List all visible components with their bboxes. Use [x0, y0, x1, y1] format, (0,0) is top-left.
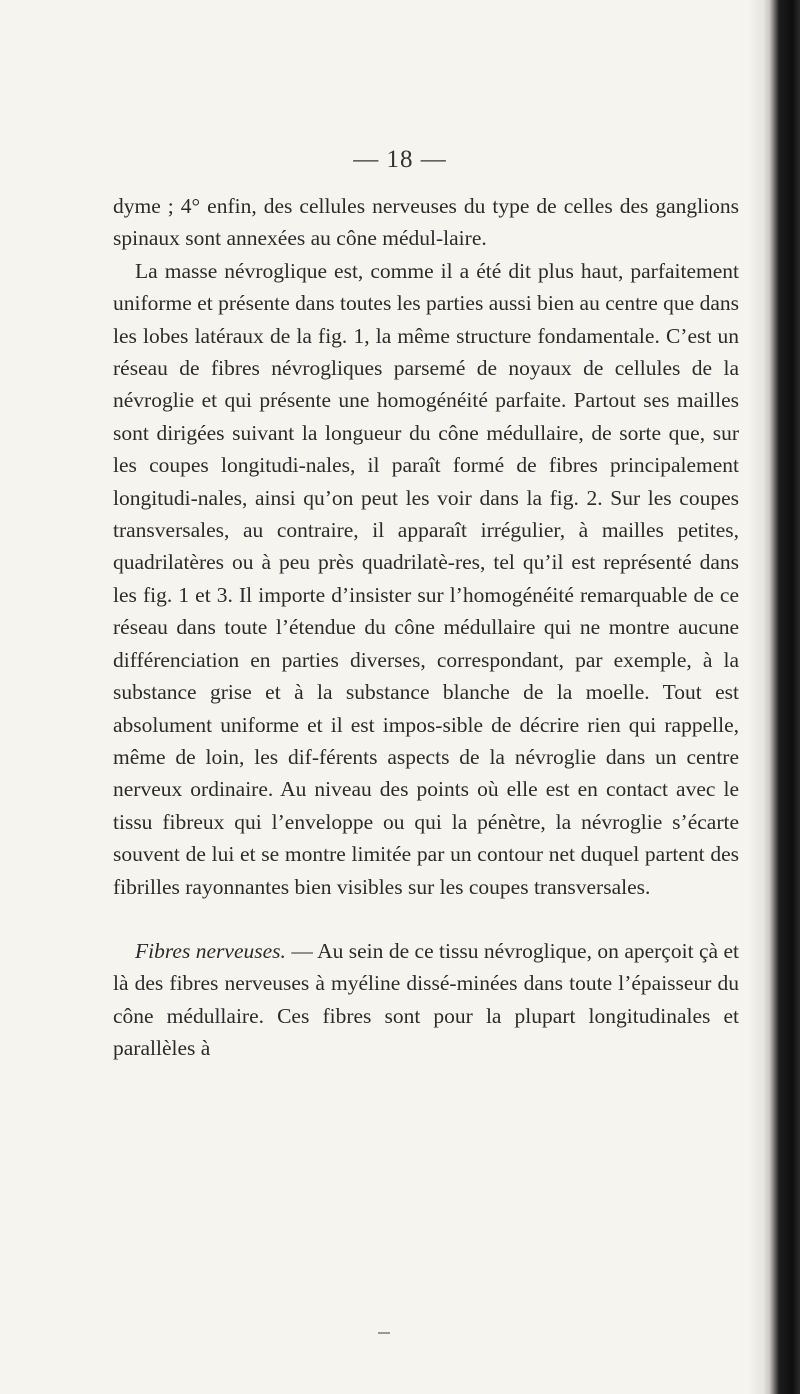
paragraph-fibres-nerveuses — [113, 935, 739, 1065]
book-spine-edge — [762, 0, 800, 1394]
page-number: — 18 — — [353, 146, 447, 173]
section-heading: Fibres nerveuses. — [135, 938, 286, 963]
section-text: — Au sein de ce tissu névroglique, on aperçoit çà et là des fibres nerveuses à myéline dissé-minées dans toute l’épaisseur du cône médullaire. Ces fibres sont pour la plupart longitudinales et parallèles à — [113, 938, 739, 1061]
body-text — [113, 190, 739, 1065]
paragraph-continuation: dyme ; 4° enfin, des cellules nerveuses du type de celles des ganglions spinaux sont annexées au cône médul-laire. — [113, 194, 739, 251]
page-edge-shadow — [748, 0, 762, 1394]
bottom-mark — [378, 1332, 390, 1334]
paragraph-nevroglie: La masse névroglique est, comme il a été dit plus haut, parfaitement uniforme et présente dans toutes les parties aussi bien au centre que dans les lobes latéraux de la fig. 1, la même structure fondamentale. C’est un réseau de fibres névrogliques parsemé de noyaux de cellules de la névroglie et qui présente une homogénéité parfaite. Partout ses mailles sont dirigées suivant la longueur du cône médullaire, de sorte que, sur les coupes longitudi-nales, il paraît formé de fibres principalement longitudi-nales, ainsi qu’on peut les voir dans la fig. 2. Sur les coupes transversales, au contraire, il apparaît irrégulier, à mailles petites, quadrilatères ou à peu près quadrilatè-res, tel qu’il est représenté dans les fig. 1 et 3. Il importe d’insister sur l’homogénéité remarquable de ce réseau dans toute l’étendue du cône médullaire qui ne montre aucune différenciation en parties diverses, correspondant, par exemple, à la substance grise et à la substance blanche de la moelle. Tout est absolument uniforme et il est impos-sible de décrire rien qui rappelle, même de loin, les dif-férents aspects de la névroglie dans un centre nerveux ordinaire. Au niveau des points où elle est en contact avec le tissu fibreux qui l’enveloppe ou qui la pénètre, la névroglie s’écarte souvent de lui et se montre limitée par un contour net duquel partent des fibrilles rayonnantes bien visibles sur les coupes transversales. — [113, 258, 739, 899]
